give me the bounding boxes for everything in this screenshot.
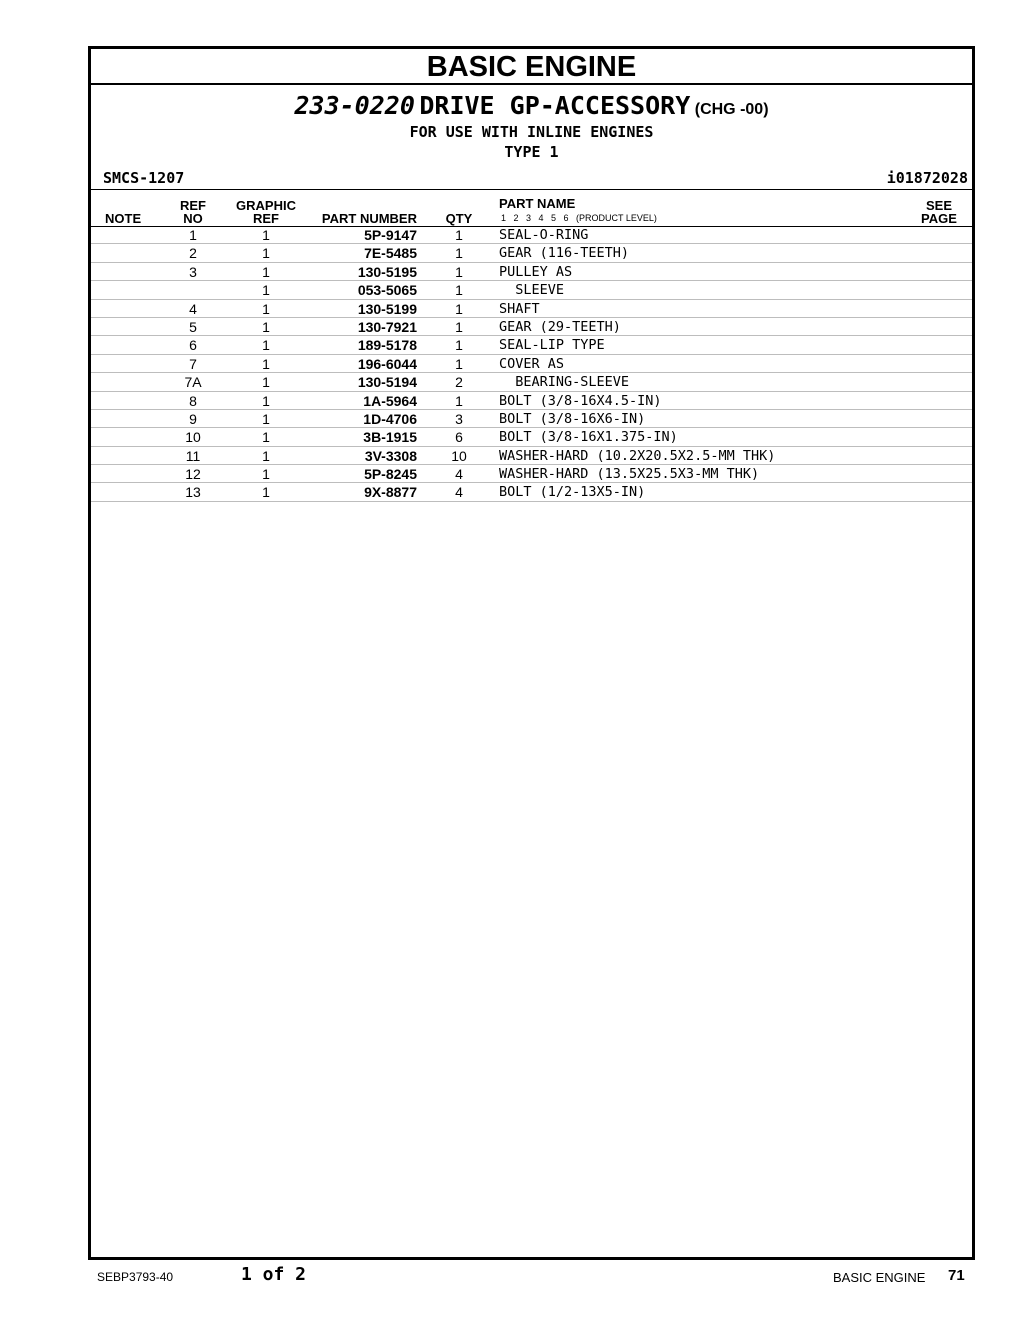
row-ref-no: 11 — [185, 447, 201, 464]
row-ref-no: 1 — [189, 227, 197, 243]
parts-page-frame — [88, 46, 975, 1260]
row-ref-no: 7A — [184, 374, 202, 391]
table-row — [91, 447, 972, 465]
section-title: BASIC ENGINE — [91, 49, 972, 85]
header-graphic-top: GRAPHIC — [236, 198, 296, 213]
row-ref-no: 4 — [189, 300, 197, 317]
row-qty: 1 — [455, 282, 463, 299]
row-qty: 1 — [455, 392, 463, 409]
row-graphic-ref: 1 — [262, 300, 270, 317]
table-row — [91, 300, 972, 318]
row-part-name: SEAL-LIP TYPE — [499, 337, 605, 354]
header-ref-top: REF — [180, 198, 206, 213]
header-note: NOTE — [105, 211, 142, 226]
table-row — [91, 244, 972, 262]
table-row — [91, 336, 972, 354]
row-part-number: 130-7921 — [357, 318, 417, 335]
header-see-top: SEE — [925, 198, 952, 213]
illustration-id: i01872028 — [886, 169, 968, 187]
row-part-number: 196-6044 — [357, 355, 417, 372]
row-qty: 10 — [451, 447, 467, 464]
row-part-number: 1A-5964 — [363, 392, 417, 409]
row-ref-no: 7 — [189, 355, 197, 372]
smcs-code: SMCS-1207 — [103, 169, 185, 187]
row-part-number: 3V-3308 — [364, 447, 417, 464]
row-ref-no: 12 — [185, 466, 201, 483]
row-part-name: GEAR (29-TEETH) — [499, 318, 621, 335]
type-label: TYPE 1 — [504, 143, 559, 161]
row-part-name: SEAL-O-RING — [499, 227, 589, 243]
row-part-number: 5P-9147 — [364, 227, 417, 243]
usage-note: FOR USE WITH INLINE ENGINES — [409, 123, 654, 141]
footer-page-of: 1 of 2 — [241, 1264, 307, 1285]
table-row — [91, 428, 972, 446]
row-part-number: 7E-5485 — [364, 245, 417, 262]
row-part-name: BOLT (3/8-16X6-IN) — [499, 410, 646, 427]
row-part-number: 3B-1915 — [363, 429, 417, 446]
row-ref-no: 6 — [189, 337, 197, 354]
row-qty: 4 — [455, 484, 463, 501]
group-title — [91, 91, 972, 120]
row-qty: 1 — [455, 318, 463, 335]
row-graphic-ref: 1 — [262, 263, 270, 280]
row-qty: 1 — [455, 263, 463, 280]
header-graphic-bottom: REF — [253, 211, 279, 226]
row-graphic-ref: 1 — [262, 410, 270, 427]
row-part-number: 130-5199 — [357, 300, 417, 317]
row-part-number: 9X-8877 — [364, 484, 417, 501]
row-part-name: PULLEY AS — [499, 263, 573, 280]
row-graphic-ref: 1 — [262, 245, 270, 262]
row-part-name: SLEEVE — [499, 282, 565, 299]
row-part-name: WASHER-HARD (13.5X25.5X3-MM THK) — [499, 466, 760, 483]
row-ref-no: 3 — [189, 263, 197, 280]
row-qty: 1 — [455, 337, 463, 354]
parts-list — [91, 226, 972, 502]
row-graphic-ref: 1 — [262, 337, 270, 354]
table-row — [91, 483, 972, 501]
table-row — [91, 355, 972, 373]
row-graphic-ref: 1 — [262, 429, 270, 446]
row-part-name: GEAR (116-TEETH) — [499, 245, 630, 262]
row-graphic-ref: 1 — [262, 374, 270, 391]
row-part-number: 1D-4706 — [363, 410, 417, 427]
row-part-name: BOLT (3/8-16X1.375-IN) — [499, 429, 678, 446]
group-name: DRIVE GP-ACCESSORY — [419, 91, 691, 120]
row-part-number: 189-5178 — [357, 337, 417, 354]
header-product-levels: 1 2 3 4 5 6 (PRODUCT LEVEL) — [501, 213, 657, 223]
footer-section: BASIC ENGINE — [833, 1270, 926, 1285]
row-part-name: SHAFT — [499, 300, 540, 317]
row-qty: 2 — [455, 374, 463, 391]
row-qty: 4 — [455, 466, 463, 483]
row-part-number: 5P-8245 — [364, 466, 417, 483]
group-number: 233-0220 — [294, 91, 415, 120]
page-footer — [0, 1262, 1020, 1292]
table-header — [91, 189, 972, 227]
table-row — [91, 226, 972, 244]
table-row — [91, 410, 972, 428]
row-ref-no: 8 — [189, 392, 197, 409]
table-row — [91, 392, 972, 410]
table-row — [91, 263, 972, 281]
row-qty: 1 — [455, 245, 463, 262]
row-ref-no: 9 — [189, 410, 197, 427]
row-part-name: BOLT (1/2-13X5-IN) — [499, 484, 646, 501]
row-qty: 1 — [455, 355, 463, 372]
row-part-name: BEARING-SLEEVE — [499, 374, 630, 391]
row-graphic-ref: 1 — [262, 392, 270, 409]
row-qty: 1 — [455, 300, 463, 317]
row-graphic-ref: 1 — [262, 447, 270, 464]
table-row — [91, 318, 972, 336]
row-ref-no: 5 — [189, 318, 197, 335]
row-part-number: 053-5065 — [357, 282, 417, 299]
footer-doc-number: SEBP3793-40 — [97, 1270, 174, 1284]
row-part-number: 130-5195 — [357, 263, 417, 280]
header-ref-bottom: NO — [183, 211, 203, 226]
row-graphic-ref: 1 — [262, 227, 270, 243]
row-graphic-ref: 1 — [262, 318, 270, 335]
row-part-name: WASHER-HARD (10.2X20.5X2.5-MM THK) — [499, 447, 776, 464]
header-see-bottom: PAGE — [921, 211, 957, 226]
row-graphic-ref: 1 — [262, 282, 270, 299]
row-qty: 3 — [455, 410, 463, 427]
row-qty: 1 — [455, 227, 463, 243]
row-ref-no: 10 — [185, 429, 201, 446]
header-qty: QTY — [445, 211, 473, 226]
header-part-number: PART NUMBER — [321, 211, 417, 226]
row-graphic-ref: 1 — [262, 466, 270, 483]
header-part-name: PART NAME — [499, 196, 576, 211]
row-part-number: 130-5194 — [357, 374, 417, 391]
footer-page-number: 71 — [948, 1267, 965, 1284]
change-level: (CHG -00) — [694, 101, 769, 118]
row-graphic-ref: 1 — [262, 484, 270, 501]
row-ref-no: 13 — [185, 484, 201, 501]
table-row — [91, 465, 972, 483]
row-part-name: BOLT (3/8-16X4.5-IN) — [499, 392, 662, 409]
row-qty: 6 — [455, 429, 463, 446]
row-ref-no: 2 — [189, 245, 197, 262]
table-row — [91, 373, 972, 391]
table-row — [91, 281, 972, 299]
row-part-name: COVER AS — [499, 355, 565, 372]
row-graphic-ref: 1 — [262, 355, 270, 372]
